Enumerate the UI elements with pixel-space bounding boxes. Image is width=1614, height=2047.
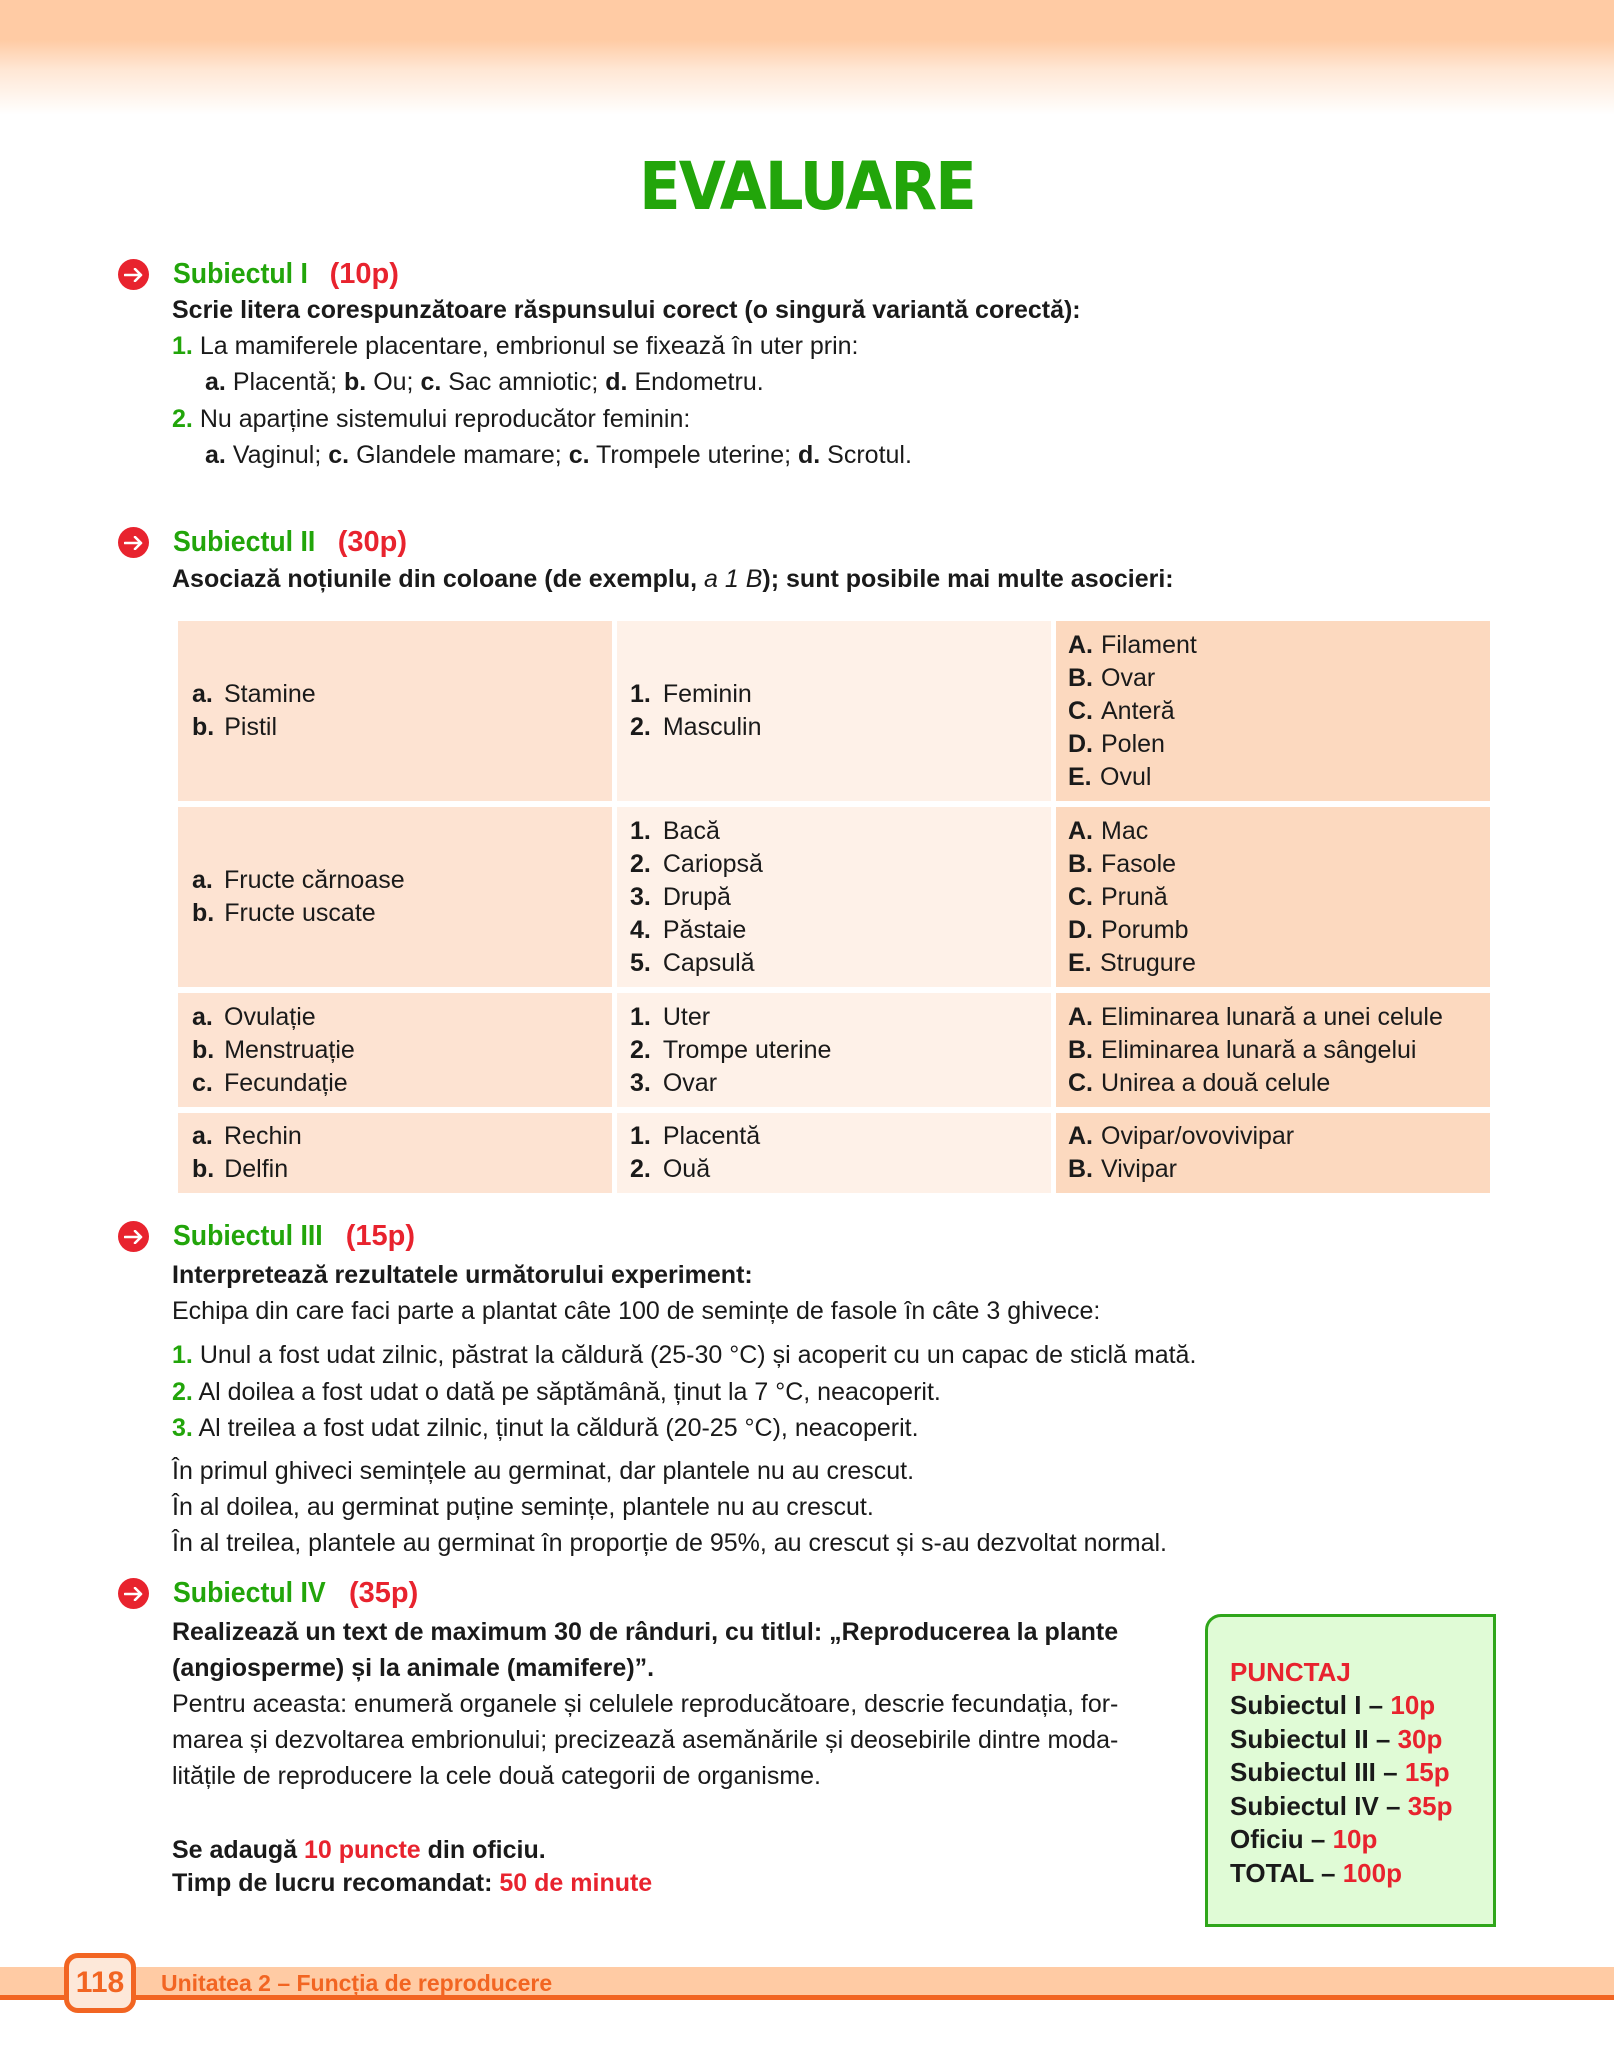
list-item <box>1068 815 1490 848</box>
item-value: Păstaie <box>662 915 747 944</box>
item-key: a. <box>192 1002 213 1031</box>
section-title: Subiectul I <box>173 258 308 290</box>
item-key: 5. <box>630 948 651 977</box>
item-key: C. <box>1068 696 1093 725</box>
list-item <box>192 1001 612 1034</box>
score-line <box>1230 1689 1493 1723</box>
list-item <box>630 815 1051 848</box>
item-key: a. <box>192 866 213 894</box>
score-label: Oficiu – <box>1230 1824 1333 1854</box>
column-1-cell <box>617 621 1051 801</box>
bonus-points-note <box>172 1832 546 1868</box>
list-item <box>1068 662 1490 695</box>
item-value: Porumb <box>1101 915 1189 944</box>
item-value: Eliminarea lunară a sângelui <box>1101 1035 1417 1064</box>
result-line: În al treilea, plantele au germinat în proporție de 95%, au crescut și s-au dezvoltat normal. <box>172 1529 1167 1557</box>
list-item <box>1068 1153 1490 1186</box>
section-title: Subiectul IV <box>173 1577 326 1609</box>
section-heading-subiectul-1 <box>118 258 399 291</box>
score-value: 30p <box>1397 1723 1443 1754</box>
option-label: b. <box>344 368 367 396</box>
score-label: TOTAL – <box>1230 1857 1343 1888</box>
score-title: PUNCTAJ <box>1230 1657 1351 1687</box>
section-heading-subiectul-4 <box>118 1577 418 1610</box>
result-line: În primul ghiveci semințele au germinat, dar plantele nu au crescut. <box>172 1457 915 1485</box>
table-row <box>178 621 1490 801</box>
question-number: 2. <box>172 405 193 433</box>
item-value: Placentă <box>662 1122 761 1150</box>
score-value: 15p <box>1404 1757 1450 1787</box>
subject3-instruction: Interpretează rezultatele următorului experiment: <box>172 1261 753 1289</box>
section-heading-subiectul-3 <box>118 1220 415 1253</box>
item-key: b. <box>192 1155 215 1183</box>
experiment-step-1 <box>172 1337 1196 1373</box>
option-label: a. <box>205 368 226 396</box>
item-value: Fructe cărnoase <box>224 866 405 894</box>
subject4-body-line: Pentru aceasta: enumeră organele și celulele reproducătoare, descrie fecundația, for- <box>172 1690 1119 1718</box>
item-key: A. <box>1068 630 1093 659</box>
item-value: Strugure <box>1100 948 1196 977</box>
list-item <box>192 1067 612 1100</box>
score-summary-box <box>1205 1614 1496 1927</box>
item-value: Polen <box>1101 729 1165 758</box>
score-value: 100p <box>1342 1857 1402 1888</box>
step-text: Unul a fost udat zilnic, păstrat la căldură (25-30 °C) și acoperit cu un capac de sticlă mată. <box>199 1341 1197 1369</box>
instruction-example: a 1 B <box>704 565 763 593</box>
list-item <box>192 678 612 711</box>
question-1 <box>172 328 858 364</box>
item-key: E. <box>1068 762 1092 791</box>
score-label: Subiectul I – <box>1230 1690 1391 1720</box>
question-number: 1. <box>172 332 193 360</box>
list-item <box>1068 761 1490 794</box>
score-label: Subiectul II – <box>1230 1723 1398 1754</box>
item-value: Uter <box>662 1002 711 1031</box>
list-item <box>630 848 1051 881</box>
list-item <box>630 1153 1051 1186</box>
score-line <box>1230 1723 1493 1757</box>
page-number: 118 <box>64 1953 136 2013</box>
column-a-cell <box>178 621 612 801</box>
item-key: D. <box>1068 915 1093 944</box>
column-1-cell <box>617 1113 1051 1193</box>
item-key: A. <box>1068 816 1093 845</box>
item-key: b. <box>192 713 215 741</box>
item-value: Ovul <box>1100 762 1152 791</box>
step-number: 2. <box>172 1378 193 1406</box>
list-item <box>1068 728 1490 761</box>
item-key: 4. <box>630 915 651 944</box>
item-key: c. <box>192 1068 213 1097</box>
subject4-instruction-line: (angiosperme) și la animale (mamifere)”. <box>172 1654 655 1682</box>
list-item <box>1068 947 1490 980</box>
item-value: Delfin <box>224 1155 289 1183</box>
score-line <box>1230 1823 1493 1857</box>
list-item <box>630 1034 1051 1067</box>
section-points: (35p) <box>348 1577 419 1609</box>
experiment-step-3 <box>172 1410 919 1446</box>
time-value: 50 de minute <box>499 1869 653 1897</box>
item-key: b. <box>192 1035 215 1064</box>
option-text: Vaginul; <box>232 441 322 469</box>
step-text: Al treilea a fost udat zilnic, ținut la căldură (20-25 °C), neacoperit. <box>198 1414 919 1442</box>
chapter-title: Unitatea 2 – Funcția de reproducere <box>161 1970 553 1996</box>
item-value: Feminin <box>662 680 752 708</box>
item-key: B. <box>1068 1035 1093 1064</box>
column-1-cell <box>617 807 1051 987</box>
header-gradient-band <box>0 0 1614 115</box>
column-A-cell <box>1056 621 1490 801</box>
subject1-instruction: Scrie litera corespunzătoare răspunsului corect (o singură variantă corectă): <box>172 296 1081 324</box>
result-line: În al doilea, au germinat puține semințe, plantele nu au crescut. <box>172 1493 874 1521</box>
item-key: 2. <box>630 1155 651 1183</box>
table-row <box>178 1113 1490 1193</box>
item-value: Eliminarea lunară a unei celule <box>1101 1002 1443 1031</box>
item-value: Fructe uscate <box>224 899 376 927</box>
question-2 <box>172 401 690 437</box>
table-row <box>178 993 1490 1107</box>
section-points: (30p) <box>337 526 407 558</box>
item-value: Ovulație <box>224 1002 316 1031</box>
item-key: C. <box>1068 882 1093 911</box>
arrow-right-icon <box>118 259 149 290</box>
list-item <box>192 1034 612 1067</box>
item-value: Unirea a două celule <box>1101 1068 1331 1097</box>
item-key: a. <box>192 680 213 708</box>
subject4-body-line: marea și dezvoltarea embrionului; precizează asemănările și deosebirile dintre moda- <box>172 1726 1119 1754</box>
option-text: Ou; <box>373 368 414 396</box>
item-key: B. <box>1068 849 1093 878</box>
item-value: Vivipar <box>1101 1155 1177 1183</box>
item-key: 1. <box>630 816 651 845</box>
item-value: Drupă <box>662 882 731 911</box>
list-item <box>1068 1120 1490 1153</box>
section-title: Subiectul II <box>173 526 316 558</box>
subject2-instruction <box>172 561 1174 597</box>
list-item <box>192 1153 612 1186</box>
list-item <box>630 881 1051 914</box>
list-item <box>630 947 1051 980</box>
option-label: d. <box>605 368 628 396</box>
item-value: Trompe uterine <box>662 1035 832 1064</box>
item-value: Masculin <box>662 713 762 741</box>
arrow-right-icon <box>118 527 149 558</box>
column-1-cell <box>617 993 1051 1107</box>
option-label: c. <box>568 441 590 469</box>
item-key: 1. <box>630 680 651 708</box>
option-label: a. <box>205 441 226 469</box>
item-value: Fasole <box>1101 849 1177 878</box>
list-item <box>1068 695 1490 728</box>
score-label: Subiectul III – <box>1230 1757 1405 1787</box>
section-heading-subiectul-2 <box>118 526 407 559</box>
item-value: Stamine <box>224 680 316 708</box>
note-text: Se adaugă <box>172 1836 304 1864</box>
item-value: Pistil <box>224 713 278 741</box>
question-1-options <box>205 364 764 400</box>
item-key: 2. <box>630 713 651 741</box>
recommended-time-note <box>172 1865 652 1901</box>
subject4-instruction-line: Realizează un text de maximum 30 de rânduri, cu titlul: „Reproducerea la plante <box>172 1618 1119 1646</box>
section-points: (10p) <box>329 258 399 290</box>
item-key: A. <box>1068 1002 1093 1031</box>
item-value: Ouă <box>662 1155 711 1183</box>
item-value: Filament <box>1101 630 1197 659</box>
bonus-value: 10 puncte <box>304 1836 421 1864</box>
instruction-text: Asociază noțiunile din coloane (de exemplu, <box>172 565 705 593</box>
column-A-cell <box>1056 993 1490 1107</box>
item-key: E. <box>1068 948 1092 977</box>
item-value: Capsulă <box>662 948 755 977</box>
item-value: Ovar <box>1101 663 1156 692</box>
score-label: Subiectul IV – <box>1230 1790 1408 1821</box>
section-title: Subiectul III <box>173 1220 323 1252</box>
score-line <box>1230 1790 1493 1824</box>
subject3-intro: Echipa din care faci parte a plantat câte 100 de semințe de fasole în câte 3 ghivece: <box>172 1297 1101 1325</box>
score-line <box>1230 1857 1493 1891</box>
option-text: Placentă; <box>232 368 338 396</box>
list-item <box>630 1067 1051 1100</box>
item-value: Ovar <box>662 1068 718 1097</box>
column-A-cell <box>1056 1113 1490 1193</box>
item-key: 1. <box>630 1002 651 1031</box>
item-key: b. <box>192 899 215 927</box>
step-number: 1. <box>172 1341 193 1369</box>
item-key: A. <box>1068 1122 1093 1150</box>
item-value: Prună <box>1101 882 1168 911</box>
page-title: EVALUARE <box>639 148 975 225</box>
item-value: Ovipar/ovovivipar <box>1101 1122 1295 1150</box>
list-item <box>1068 914 1490 947</box>
list-item <box>630 711 1051 744</box>
list-item <box>630 1120 1051 1153</box>
item-key: D. <box>1068 729 1093 758</box>
column-a-cell <box>178 993 612 1107</box>
score-value: 10p <box>1390 1690 1436 1720</box>
list-item <box>1068 848 1490 881</box>
question-2-options <box>205 437 912 473</box>
item-value: Bacă <box>662 816 720 845</box>
option-label: c. <box>420 368 442 396</box>
step-text: Al doilea a fost udat o dată pe săptămână, ținut la 7 °C, neacoperit. <box>198 1378 941 1406</box>
item-key: 3. <box>630 882 651 911</box>
subject4-body-line: litățile de reproducere la cele două categorii de organisme. <box>172 1762 821 1790</box>
item-key: 3. <box>630 1068 651 1097</box>
item-key: B. <box>1068 663 1093 692</box>
item-key: 1. <box>630 1122 651 1150</box>
item-value: Cariopsă <box>662 849 763 878</box>
option-text: Endometru. <box>634 368 764 396</box>
question-text: Nu aparține sistemului reproducător feminin: <box>199 405 691 433</box>
step-number: 3. <box>172 1414 193 1442</box>
column-A-cell <box>1056 807 1490 987</box>
item-key: B. <box>1068 1155 1093 1183</box>
list-item <box>192 897 612 930</box>
option-text: Trompele uterine; <box>596 441 792 469</box>
item-key: 2. <box>630 849 651 878</box>
item-key: a. <box>192 1122 213 1150</box>
list-item <box>192 864 612 897</box>
list-item <box>192 711 612 744</box>
score-line <box>1230 1756 1493 1790</box>
list-item <box>1068 629 1490 662</box>
experiment-step-2 <box>172 1374 941 1410</box>
item-key: 2. <box>630 1035 651 1064</box>
item-value: Anteră <box>1101 696 1175 725</box>
column-a-cell <box>178 807 612 987</box>
option-text: Glandele mamare; <box>356 441 562 469</box>
instruction-text: ); sunt posibile mai multe asocieri: <box>762 565 1174 593</box>
item-key: C. <box>1068 1068 1093 1097</box>
option-text: Scrotul. <box>827 441 912 469</box>
list-item <box>192 1120 612 1153</box>
list-item <box>1068 1001 1490 1034</box>
note-text: din oficiu. <box>420 1836 546 1864</box>
list-item <box>1068 881 1490 914</box>
list-item <box>630 914 1051 947</box>
option-text: Sac amniotic; <box>448 368 599 396</box>
score-value: 35p <box>1407 1790 1453 1821</box>
arrow-right-icon <box>118 1578 149 1609</box>
section-points: (15p) <box>345 1220 416 1252</box>
question-text: La mamiferele placentare, embrionul se fixează în uter prin: <box>199 332 859 360</box>
table-row <box>178 807 1490 987</box>
item-value: Fecundație <box>224 1068 348 1097</box>
list-item <box>630 678 1051 711</box>
score-value: 10p <box>1332 1824 1378 1854</box>
arrow-right-icon <box>118 1221 149 1252</box>
item-value: Rechin <box>224 1122 302 1150</box>
item-value: Menstruație <box>224 1035 355 1064</box>
option-label: c. <box>328 441 350 469</box>
item-value: Mac <box>1101 816 1149 845</box>
note-text: Timp de lucru recomandat: <box>172 1869 500 1897</box>
option-label: d. <box>798 441 821 469</box>
list-item <box>1068 1034 1490 1067</box>
list-item <box>1068 1067 1490 1100</box>
column-a-cell <box>178 1113 612 1193</box>
list-item <box>630 1001 1051 1034</box>
